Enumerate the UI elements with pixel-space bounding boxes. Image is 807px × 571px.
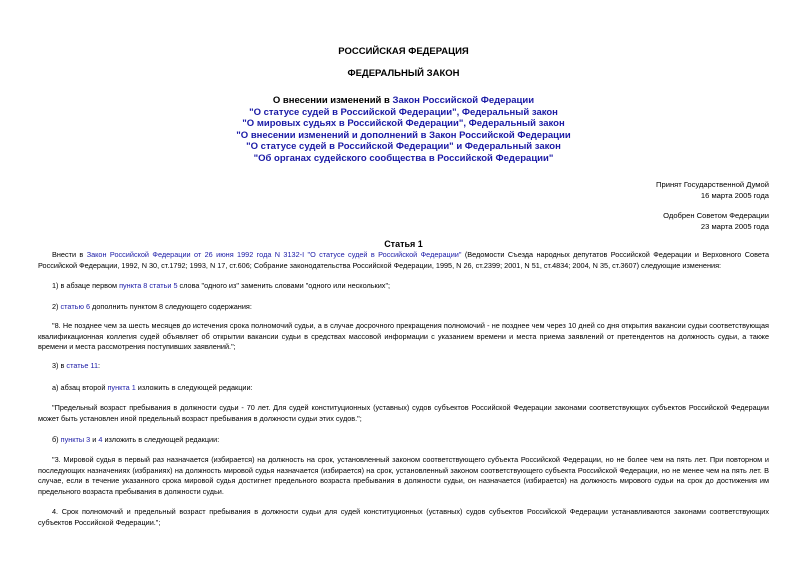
item-3: 3) в статье 11: — [52, 361, 101, 370]
law-title — [0, 95, 807, 165]
punkt-8-link[interactable]: пункта 8 — [119, 281, 148, 290]
punkt-3-link[interactable]: пункты 3 — [60, 435, 91, 444]
item-3a: а) абзац второй пункта 1 изложить в следующей редакции: — [52, 383, 253, 392]
item-3b: б) пункты 3 и 4 изложить в следующей редакции: — [52, 435, 220, 444]
article-intro: Внести в Закон Российской Федерации от 26 июня 1992 года N 3132-I "О статусе судей в Российской Федерации" (Ведомости Съезда народных депутатов Российской Федерации и Верховного Совета Российской Федерации, 1992, N 30, ст.1792; 1993, N 17, ст.606; Собрание законодательства Российской Федерации, 1995, N 26, ст.2399; 2001, N 51, ст.4834; 2004, N 35, ст.3607) следующие изменения: — [38, 250, 770, 270]
title-line-3[interactable]: "О мировых судьях в Российской Федерации", Федеральный закон — [242, 118, 565, 130]
law-link[interactable]: Закон Российской Федерации — [392, 95, 535, 106]
country-heading: РОССИЙСКАЯ ФЕДЕРАЦИЯ — [338, 46, 469, 57]
punkt-4-link[interactable]: 4 — [98, 435, 103, 444]
title-line-5[interactable]: "О статусе судей в Российской Федерации" и Федеральный закон — [246, 141, 561, 153]
law-type-heading: ФЕДЕРАЛЬНЫЙ ЗАКОН — [347, 68, 460, 79]
statya-6-link[interactable]: статью 6 — [60, 302, 91, 311]
title-line-1: О внесении изменений в Закон Российской Федерации — [272, 95, 535, 106]
quote-point-8: "8. Не позднее чем за шесть месяцев до истечения срока полномочий судьи, а в случае досрочного прекращения полномочий - не позднее чем через 10 дней со дня открытия вакансии судьи соответствующая квалификационная коллегия судей объявляет об открытии вакансии судьи в средствах массовой информации с указанием времени и места приема заявлений от претендентов на должность судьи, а также времени и места рассмотрения поступивших заявлений."; — [38, 321, 769, 352]
quote-point-3: "3. Мировой судья в первый раз назначается (избирается) на должность на срок, установленный законом соответствующего субъекта Российской Федерации, но не более чем на пять лет. При повторном и последующих назначениях (избраниях) на должность мировой судья назначается (избирается) на срок, установленный законом соответствующего субъекта Российской Федерации, но не менее чем на пять лет. В случае, если в течение указанного срока мировой судья достигнет предельного возраста пребывания в должности судьи, он назначается (избирается) на должность мирового судьи на срок до достижения им предельного возраста пребывания в должности судьи. — [38, 455, 769, 496]
title-line-2[interactable]: "О статусе судей в Российской Федерации", Федеральный закон — [249, 106, 558, 118]
law-1992-link[interactable]: Закон Российской Федерации от 26 июня 1992 года N 3132-I "О статусе судей в Российской Федерации" — [86, 250, 462, 259]
item-2: 2) статью 6 дополнить пунктом 8 следующего содержания: — [52, 302, 252, 311]
quote-point-4: 4. Срок полномочий и предельный возраст пребывания в должности судьи для судей конституционных (уставных) судов субъектов Российской Федерации устанавливаются законами соответствующих субъектов Российской Федерации."; — [38, 507, 769, 527]
title-line-6[interactable]: "Об органах судейского сообщества в Российской Федерации" — [253, 152, 554, 164]
title-line-4[interactable]: "О внесении изменений и дополнений в Закон Российской Федерации — [236, 129, 571, 141]
duma-adoption: Принят Государственной Думой 16 марта 2005 года — [656, 180, 769, 200]
quote-age-limit: "Предельный возраст пребывания в должности судьи - 70 лет. Для судей конституционных (уставных) судов субъектов Российской Федерации законами соответствующих субъектов Российской Федерации может быть установлен иной предельный возраст пребывания в должности судьи этих судов."; — [38, 403, 769, 423]
council-approval: Одобрен Советом Федерации 23 марта 2005 года — [663, 211, 769, 231]
statya-5-link[interactable]: статьи 5 — [149, 281, 178, 290]
punkt-1-link[interactable]: пункта 1 — [107, 383, 136, 392]
article-heading: Статья 1 — [384, 239, 423, 249]
statya-11-link[interactable]: статье 11 — [66, 361, 99, 370]
item-1: 1) в абзаце первом пункта 8 статьи 5 слова "одного из" заменить словами "одного или нескольких"; — [52, 281, 391, 290]
